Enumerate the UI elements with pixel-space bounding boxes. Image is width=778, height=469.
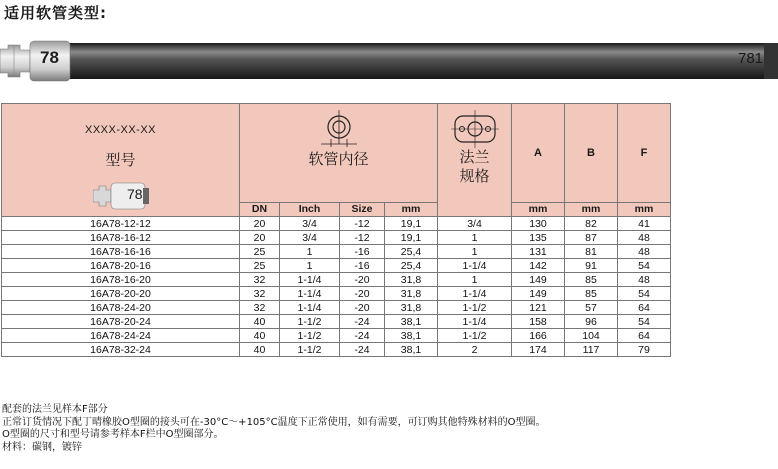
table-cell: 64 bbox=[618, 301, 671, 315]
table-cell: -24 bbox=[340, 343, 385, 357]
table-cell: 16A78-20-20 bbox=[2, 287, 240, 301]
table-row bbox=[2, 329, 671, 343]
table-cell: 16A78-24-20 bbox=[2, 301, 240, 315]
fitting-icon-label: 78 bbox=[127, 186, 143, 202]
table-cell: 40 bbox=[240, 343, 280, 357]
table-cell: 1-1/2 bbox=[280, 329, 340, 343]
table-cell: 16A78-16-16 bbox=[2, 245, 240, 259]
table-cell: -16 bbox=[340, 245, 385, 259]
table-cell: 1 bbox=[280, 245, 340, 259]
table-cell: 1-1/2 bbox=[280, 343, 340, 357]
table-cell: 3/4 bbox=[438, 217, 512, 231]
table-row bbox=[2, 259, 671, 273]
table-cell: 32 bbox=[240, 273, 280, 287]
table-cell: 1-1/4 bbox=[280, 287, 340, 301]
table-cell: -12 bbox=[340, 217, 385, 231]
table-row bbox=[2, 217, 671, 231]
table-cell: 57 bbox=[565, 301, 618, 315]
table-cell: -20 bbox=[340, 273, 385, 287]
model-header bbox=[2, 104, 240, 217]
table-cell: 166 bbox=[512, 329, 565, 343]
table-cell: 1-1/4 bbox=[280, 301, 340, 315]
table-cell: -12 bbox=[340, 231, 385, 245]
hose-illustration bbox=[0, 40, 778, 82]
table-cell: 25 bbox=[240, 259, 280, 273]
hose-type-label: 781 bbox=[738, 50, 764, 67]
table-cell: 31,8 bbox=[385, 301, 438, 315]
table-cell: 16A78-16-20 bbox=[2, 273, 240, 287]
table-cell: 130 bbox=[512, 217, 565, 231]
table-cell: 38,1 bbox=[385, 343, 438, 357]
table-cell: -16 bbox=[340, 259, 385, 273]
table-cell: 85 bbox=[565, 287, 618, 301]
table-cell: 25,4 bbox=[385, 245, 438, 259]
table-cell: 48 bbox=[618, 245, 671, 259]
table-row bbox=[2, 287, 671, 301]
note-line: O型圈的尺寸和型号请参考样本F栏中O型圈部分。 bbox=[2, 429, 224, 440]
table-cell: 32 bbox=[240, 287, 280, 301]
table-cell: 1-1/4 bbox=[438, 287, 512, 301]
table-cell: 142 bbox=[512, 259, 565, 273]
table-row bbox=[2, 343, 671, 357]
table-cell: -24 bbox=[340, 329, 385, 343]
table-cell: 1 bbox=[438, 245, 512, 259]
model-placeholder: XXXX-XX-XX bbox=[84, 124, 157, 136]
table-cell: 41 bbox=[618, 217, 671, 231]
table-row bbox=[2, 315, 671, 329]
table-cell: 1-1/2 bbox=[438, 301, 512, 315]
table-cell: 16A78-20-24 bbox=[2, 315, 240, 329]
sub-header-f-mm: mm bbox=[618, 202, 671, 216]
table-cell: 149 bbox=[512, 287, 565, 301]
table-cell: 31,8 bbox=[385, 287, 438, 301]
table-cell: 82 bbox=[565, 217, 618, 231]
table-cell: 16A78-24-24 bbox=[2, 329, 240, 343]
table-cell: 174 bbox=[512, 343, 565, 357]
table-row bbox=[2, 273, 671, 287]
table-cell: 19,1 bbox=[385, 231, 438, 245]
table-cell: 40 bbox=[240, 315, 280, 329]
bore-icon bbox=[319, 110, 359, 148]
table-cell: 48 bbox=[618, 273, 671, 287]
note-line: 材料：碳钢，镀锌 bbox=[2, 441, 82, 453]
fitting-type-label: 78 bbox=[40, 48, 59, 67]
sub-header-inch: Inch bbox=[280, 202, 340, 216]
sub-header-a-mm: mm bbox=[512, 202, 565, 216]
col-a-header: A bbox=[512, 104, 565, 203]
table-cell: 54 bbox=[618, 315, 671, 329]
table-cell: 20 bbox=[240, 217, 280, 231]
table-cell: 81 bbox=[565, 245, 618, 259]
table-cell: 25,4 bbox=[385, 259, 438, 273]
table-row bbox=[2, 301, 671, 315]
table-cell: 48 bbox=[618, 231, 671, 245]
table-cell: 1 bbox=[438, 273, 512, 287]
notes bbox=[2, 404, 546, 454]
table-cell: 16A78-12-12 bbox=[2, 217, 240, 231]
bore-label: 软管内径 bbox=[308, 150, 369, 168]
table-cell: 1 bbox=[280, 259, 340, 273]
table-cell: 40 bbox=[240, 329, 280, 343]
table-cell: 79 bbox=[618, 343, 671, 357]
table-cell: 1 bbox=[438, 231, 512, 245]
sub-header-size: Size bbox=[340, 202, 385, 216]
table-cell: 135 bbox=[512, 231, 565, 245]
sub-header-b-mm: mm bbox=[565, 202, 618, 216]
table-cell: 85 bbox=[565, 273, 618, 287]
table-cell: 3/4 bbox=[280, 217, 340, 231]
table-cell: 31,8 bbox=[385, 273, 438, 287]
table-row bbox=[2, 245, 671, 259]
flange-icon bbox=[451, 110, 499, 148]
table-cell: 158 bbox=[512, 315, 565, 329]
table-cell: 91 bbox=[565, 259, 618, 273]
table-cell: -24 bbox=[340, 315, 385, 329]
table-cell: 54 bbox=[618, 287, 671, 301]
table-row bbox=[2, 231, 671, 245]
flange-header bbox=[438, 104, 512, 217]
table-cell: 1-1/4 bbox=[438, 259, 512, 273]
table-cell: 1-1/4 bbox=[438, 315, 512, 329]
sub-header-dn: DN bbox=[240, 202, 280, 216]
table-cell: 16A78-16-12 bbox=[2, 231, 240, 245]
sub-header-mm: mm bbox=[385, 202, 438, 216]
table-cell: 131 bbox=[512, 245, 565, 259]
table-cell: 2 bbox=[438, 343, 512, 357]
table-cell: 38,1 bbox=[385, 315, 438, 329]
table-cell: 32 bbox=[240, 301, 280, 315]
flange-label-2: 规格 bbox=[459, 167, 490, 185]
table-cell: 1-1/4 bbox=[280, 273, 340, 287]
table-cell: 64 bbox=[618, 329, 671, 343]
page-title: 适用软管类型: bbox=[4, 4, 107, 22]
note-line: 正常订货情况下配丁晴橡胶O型圈的接头可在-30°C～+105°C温度下正常使用，如有需要，可订购其他特殊材料的O型圈。 bbox=[2, 416, 546, 428]
table-cell: 54 bbox=[618, 259, 671, 273]
table-cell: 117 bbox=[565, 343, 618, 357]
table-cell: 87 bbox=[565, 231, 618, 245]
table-cell: 1-1/2 bbox=[438, 329, 512, 343]
table-cell: 3/4 bbox=[280, 231, 340, 245]
table-cell: 38,1 bbox=[385, 329, 438, 343]
table-cell: 121 bbox=[512, 301, 565, 315]
table-cell: 20 bbox=[240, 231, 280, 245]
model-label: 型号 bbox=[105, 151, 136, 169]
col-b-header: B bbox=[565, 104, 618, 203]
table-cell: -20 bbox=[340, 287, 385, 301]
col-f-header: F bbox=[618, 104, 671, 203]
table-cell: 1-1/2 bbox=[280, 315, 340, 329]
flange-label-1: 法兰 bbox=[459, 148, 490, 166]
table-cell: 104 bbox=[565, 329, 618, 343]
table-cell: 96 bbox=[565, 315, 618, 329]
spec-table bbox=[1, 103, 671, 357]
table-cell: -20 bbox=[340, 301, 385, 315]
table-cell: 16A78-32-24 bbox=[2, 343, 240, 357]
table-cell: 25 bbox=[240, 245, 280, 259]
note-line: 配套的法兰见样本F部分 bbox=[2, 404, 108, 415]
table-cell: 16A78-20-16 bbox=[2, 259, 240, 273]
table-cell: 149 bbox=[512, 273, 565, 287]
table-cell: 19,1 bbox=[385, 217, 438, 231]
bore-header bbox=[240, 104, 438, 203]
